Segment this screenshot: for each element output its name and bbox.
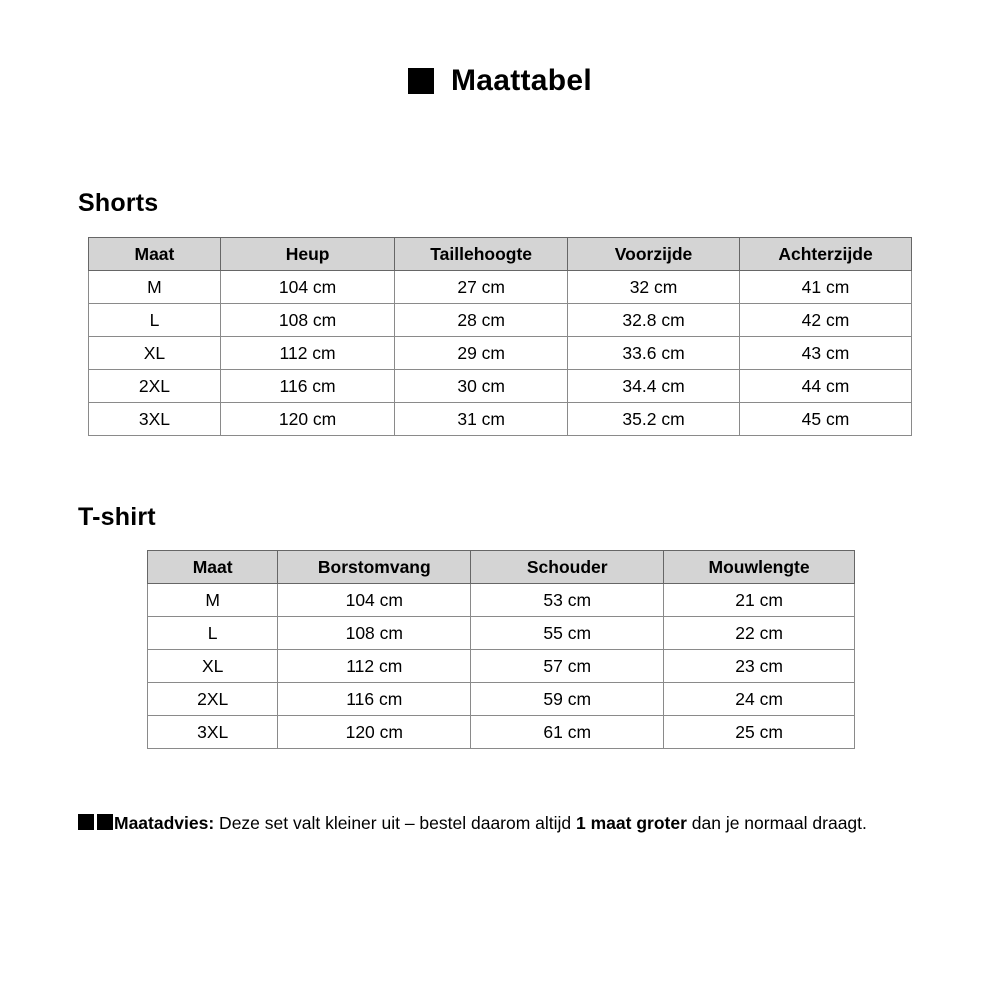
table-cell: 41 cm: [740, 271, 912, 304]
column-header: Maat: [148, 551, 278, 584]
table-cell: 108 cm: [278, 617, 471, 650]
page-title: [0, 64, 1000, 98]
table-cell: 42 cm: [740, 304, 912, 337]
table-cell: 30 cm: [395, 370, 568, 403]
table-cell: 21 cm: [664, 584, 855, 617]
table-cell: M: [148, 584, 278, 617]
table-row: [148, 650, 855, 683]
table-cell: 53 cm: [471, 584, 664, 617]
table-header-row: [89, 238, 912, 271]
table-cell: 55 cm: [471, 617, 664, 650]
table-row: [148, 584, 855, 617]
black-square-icon: [97, 814, 113, 830]
advice-label: Maatadvies:: [114, 812, 215, 833]
section-heading-shorts: Shorts: [78, 189, 159, 217]
column-header: Heup: [220, 238, 394, 271]
table-cell: 120 cm: [278, 716, 471, 749]
table-row: [89, 337, 912, 370]
table-cell: 43 cm: [740, 337, 912, 370]
table-cell: 23 cm: [664, 650, 855, 683]
table-cell: XL: [148, 650, 278, 683]
advice-text-before: Deze set valt kleiner uit – bestel daarom altijd: [214, 812, 577, 833]
section-heading-tshirt: T-shirt: [78, 503, 156, 531]
table-cell: 61 cm: [471, 716, 664, 749]
table-cell: 33.6 cm: [568, 337, 740, 370]
table-cell: 3XL: [148, 716, 278, 749]
column-header: Voorzijde: [568, 238, 740, 271]
table-cell: 32 cm: [568, 271, 740, 304]
table-cell: 112 cm: [278, 650, 471, 683]
advice-bold-text: 1 maat groter: [576, 812, 687, 833]
table-cell: 31 cm: [395, 403, 568, 436]
advice-text-after: dan je normaal draagt.: [686, 812, 867, 833]
table-cell: 35.2 cm: [568, 403, 740, 436]
table-cell: 104 cm: [220, 271, 394, 304]
table-cell: 59 cm: [471, 683, 664, 716]
column-header: Taillehoogte: [395, 238, 568, 271]
table-cell: 57 cm: [471, 650, 664, 683]
table-row: [148, 683, 855, 716]
page-title-text: Maattabel: [450, 64, 593, 97]
table-cell: M: [89, 271, 221, 304]
column-header: Achterzijde: [740, 238, 912, 271]
table-cell: 112 cm: [220, 337, 394, 370]
table-cell: 32.8 cm: [568, 304, 740, 337]
table-cell: 25 cm: [664, 716, 855, 749]
table-cell: 116 cm: [220, 370, 394, 403]
table-row: [148, 617, 855, 650]
table-cell: XL: [89, 337, 221, 370]
table-row: [89, 370, 912, 403]
table-cell: 108 cm: [220, 304, 394, 337]
table-cell: 116 cm: [278, 683, 471, 716]
size-advice-note: [78, 809, 880, 837]
table-header-row: [148, 551, 855, 584]
black-square-icon: [78, 814, 94, 830]
table-cell: 45 cm: [740, 403, 912, 436]
table-row: [89, 403, 912, 436]
column-header: Borstomvang: [278, 551, 471, 584]
table-cell: 27 cm: [395, 271, 568, 304]
table-row: [148, 716, 855, 749]
column-header: Schouder: [471, 551, 664, 584]
table-cell: L: [148, 617, 278, 650]
table-cell: 29 cm: [395, 337, 568, 370]
table-cell: 24 cm: [664, 683, 855, 716]
table-cell: 2XL: [148, 683, 278, 716]
table-cell: 34.4 cm: [568, 370, 740, 403]
table-cell: L: [89, 304, 221, 337]
shorts-size-table: [88, 237, 912, 436]
table-row: [89, 304, 912, 337]
table-cell: 44 cm: [740, 370, 912, 403]
black-square-icon: [408, 68, 434, 94]
table-cell: 104 cm: [278, 584, 471, 617]
tshirt-size-table: [147, 550, 855, 749]
table-cell: 28 cm: [395, 304, 568, 337]
table-cell: 22 cm: [664, 617, 855, 650]
table-row: [89, 271, 912, 304]
table-cell: 120 cm: [220, 403, 394, 436]
table-cell: 3XL: [89, 403, 221, 436]
column-header: Mouwlengte: [664, 551, 855, 584]
table-cell: 2XL: [89, 370, 221, 403]
column-header: Maat: [89, 238, 221, 271]
